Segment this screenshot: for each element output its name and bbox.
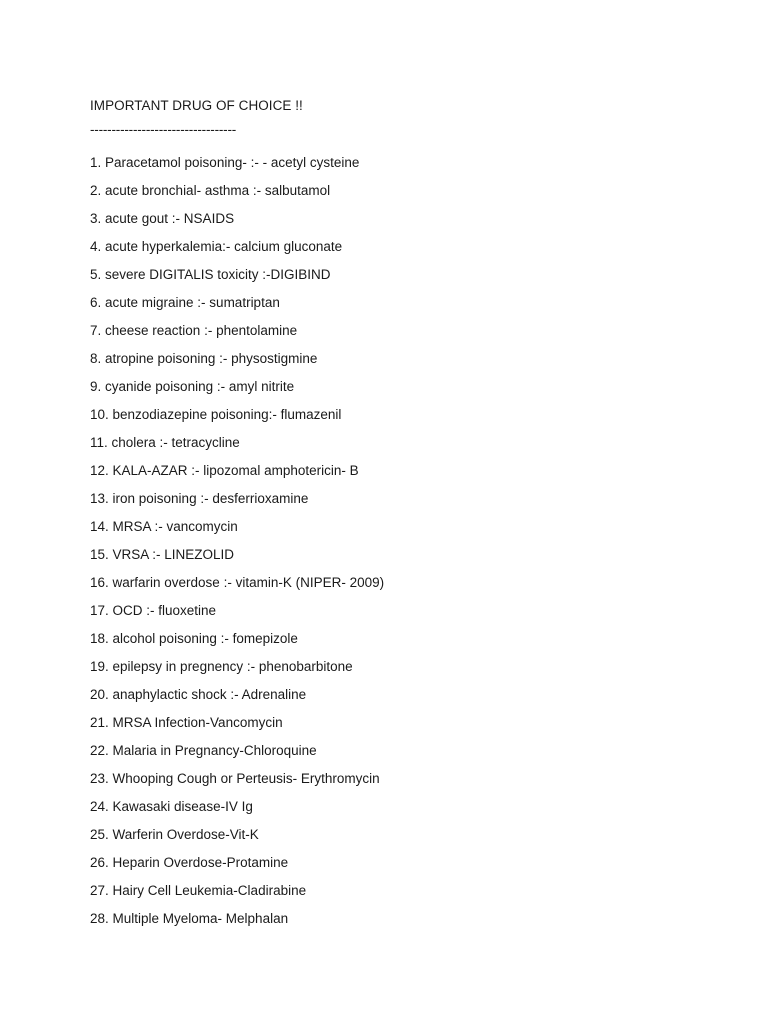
list-item: 18. alcohol poisoning :- fomepizole xyxy=(90,631,298,646)
document-content xyxy=(90,92,730,933)
drug-of-choice-list xyxy=(90,149,730,933)
list-item: 16. warfarin overdose :- vitamin-K (NIPER- 2009) xyxy=(90,575,385,590)
list-item: 21. MRSA Infection-Vancomycin xyxy=(90,715,283,730)
list-item: 13. iron poisoning :- desferrioxamine xyxy=(90,491,309,506)
list-item: 3. acute gout :- NSAIDS xyxy=(90,211,235,226)
list-item: 11. cholera :- tetracycline xyxy=(90,435,240,450)
list-item: 9. cyanide poisoning :- amyl nitrite xyxy=(90,379,295,394)
list-item: 1. Paracetamol poisoning- :- - acetyl cysteine xyxy=(90,155,360,170)
list-item: 10. benzodiazepine poisoning:- flumazenil xyxy=(90,407,342,422)
list-item: 26. Heparin Overdose-Protamine xyxy=(90,855,289,870)
list-item: 17. OCD :- fluoxetine xyxy=(90,603,217,618)
list-item: 2. acute bronchial- asthma :- salbutamol xyxy=(90,183,331,198)
list-item: 5. severe DIGITALIS toxicity :-DIGIBIND xyxy=(90,267,331,282)
list-item: 27. Hairy Cell Leukemia-Cladirabine xyxy=(90,883,307,898)
separator-line: ---------------------------------- xyxy=(90,122,237,137)
list-item: 7. cheese reaction :- phentolamine xyxy=(90,323,298,338)
list-item: 20. anaphylactic shock :- Adrenaline xyxy=(90,687,307,702)
list-item: 15. VRSA :- LINEZOLID xyxy=(90,547,235,562)
list-item: 12. KALA-AZAR :- lipozomal amphotericin- B xyxy=(90,463,359,478)
list-item: 22. Malaria in Pregnancy-Chloroquine xyxy=(90,743,317,758)
list-item: 4. acute hyperkalemia:- calcium gluconate xyxy=(90,239,343,254)
list-item: 23. Whooping Cough or Perteusis- Erythromycin xyxy=(90,771,380,786)
list-item: 25. Warferin Overdose-Vit-K xyxy=(90,827,259,842)
list-item: 8. atropine poisoning :- physostigmine xyxy=(90,351,318,366)
list-item: 28. Multiple Myeloma- Melphalan xyxy=(90,911,289,926)
document-title: IMPORTANT DRUG OF CHOICE !! xyxy=(90,98,303,113)
list-item: 19. epilepsy in pregnency :- phenobarbitone xyxy=(90,659,353,674)
list-item: 14. MRSA :- vancomycin xyxy=(90,519,238,534)
list-item: 24. Kawasaki disease-IV Ig xyxy=(90,799,253,814)
list-item: 6. acute migraine :- sumatriptan xyxy=(90,295,280,310)
